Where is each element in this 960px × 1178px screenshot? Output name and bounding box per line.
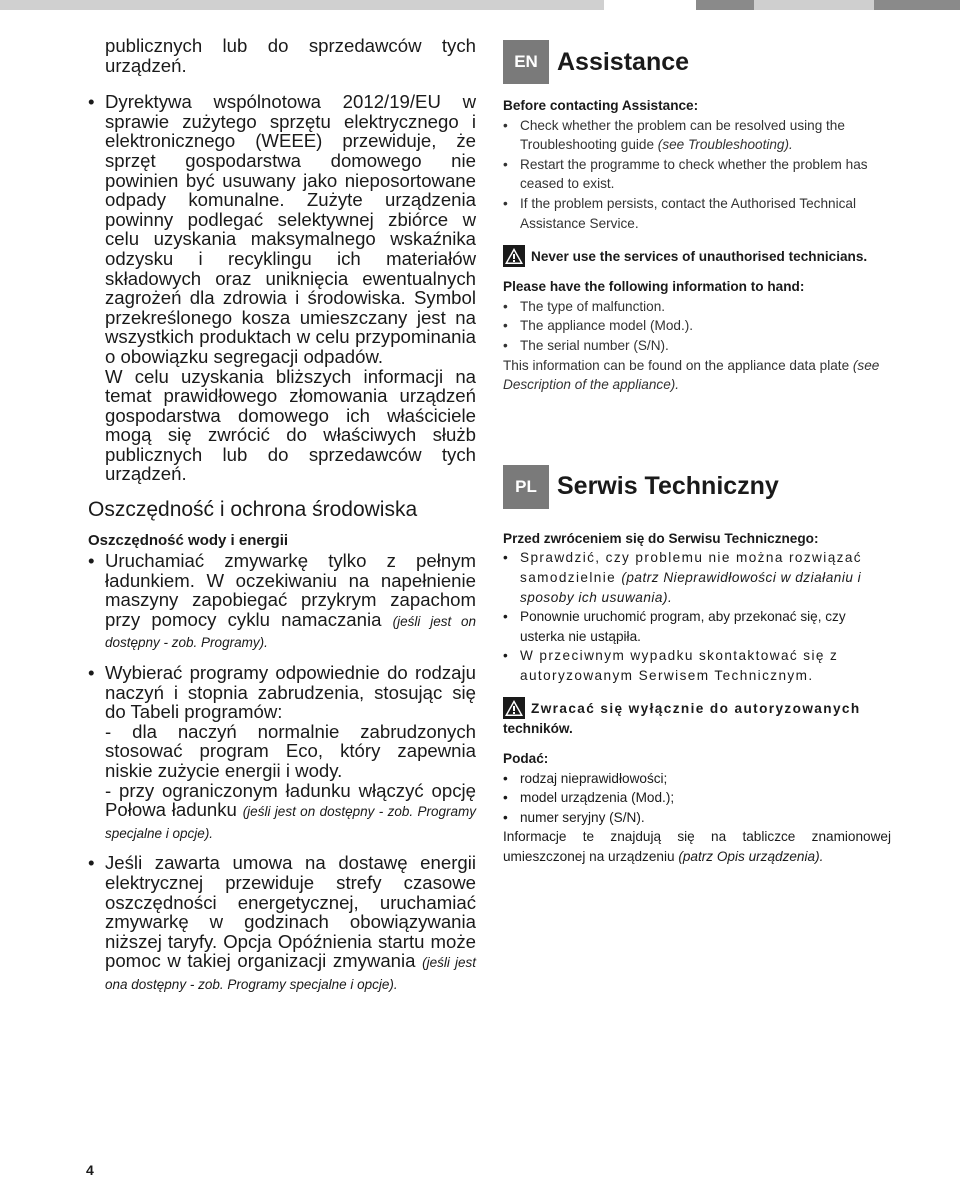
en-contact-item: • If the problem persists, contact the Authorised Technical Assistance Service. (503, 194, 891, 233)
pl-info-note: (patrz Opis urządzenia). (678, 849, 824, 865)
pl-info-text: Informacje te znajdują się na tabliczce znamionowej umieszczonej na urządzeniu (503, 829, 891, 865)
pl-info-item: • rodzaj nieprawidłowości; (503, 769, 891, 789)
pl-restart-item: • Ponownie uruchomić program, aby przekonać się, czy usterka nie ustąpiła. (503, 607, 891, 646)
en-before-heading: Before contacting Assistance: (503, 98, 699, 113)
en-check-item (503, 116, 891, 155)
pl-check-item (503, 548, 891, 607)
weee-bullet (88, 92, 476, 484)
en-info-item: • The serial number (S/N). (503, 336, 891, 356)
en-restart-item: • Restart the programme to check whether the problem has ceased to exist. (503, 155, 891, 194)
en-title: Assistance (557, 47, 690, 76)
pl-info-heading: Podać: (503, 751, 549, 767)
warning-icon (503, 245, 525, 267)
pl-warning (503, 697, 891, 719)
tariff-text: Jeśli zawarta umowa na dostawę energii elektrycznej przewiduje strefy czasowe oszczędności energetycznej, uruchamiać zmywarkę w godzinach obowiązywania niższej taryfy. Opcja Opóźnienia startu może pomoc w takiej organizacji zmywania (105, 852, 476, 972)
full-load-note: (jeśli jest on dostępny - zob. Programy). (105, 613, 476, 651)
right-column (503, 40, 891, 867)
full-load-bullet (88, 551, 476, 653)
programs-eco-text: - dla naczyń normalnie zabrudzonych stosować program Eco, który zapewnia niskie zużycie energii i wody. (105, 720, 476, 781)
en-info-heading: Please have the following information to hand: (503, 279, 805, 295)
en-info-item: • The appliance model (Mod.). (503, 316, 891, 336)
pl-warning-text: Zwracać się wyłącznie do autoryzowanych (531, 701, 861, 717)
pl-check-text: Sprawdzić, czy problemu nie można rozwiązać samodzielnie (520, 550, 863, 585)
full-load-text: Uruchamiać zmywarkę tylko z pełnym ładunkiem. W oczekiwaniu na napełnienie maszyny zapobiegać przykrym zapachom przy pomocy cyklu namaczania (105, 550, 476, 630)
en-header (503, 40, 891, 84)
pl-header (503, 465, 891, 509)
page-number: 4 (86, 1162, 94, 1178)
pl-title: Serwis Techniczny (557, 472, 779, 501)
warning-icon (503, 697, 525, 719)
en-check-text: Check whether the problem can be resolved using the Troubleshooting guide (520, 117, 845, 153)
section-title: Oszczędność i ochrona środowiska (88, 498, 418, 522)
en-check-note: (see Troubleshooting). (657, 137, 793, 153)
weee-extra-text: W celu uzyskania bliższych informacji na temat prawidłowego złomowania urządzeń gospodarstwa domowego ich właściciele mogą się zwrócić do właściwych służb publicznych lub do sprzedawców tych urządzeń. (105, 365, 476, 485)
pl-contact-item: • W przeciwnym wypadku skontaktować się z autoryzowanym Serwisem Technicznym. (503, 646, 891, 685)
tariff-note: (jeśli jest ona dostępny - zob. Programy specjalne i opcje). (105, 955, 476, 992)
sub-title: Oszczędność wody i energii (88, 532, 289, 550)
pl-info-item: • numer seryjny (S/N). (503, 808, 891, 828)
programs-bullet (88, 663, 476, 843)
weee-text: Dyrektywa wspólnotowa 2012/19/EU w sprawie zużytego sprzętu elektrycznego i elektronicznego (WEEE) przewiduje, że sprzęt gospodarstwa domowego nie powinien być usuwany jako nieposortowane odpady komunalne. Zużyte urządzenia powinny podlegać selektywnej zbiórce w celu uzyskania maksymalnego wskaźnika odzysku i recyklingu ich materiałów składowych oraz uniknięcia ewentualnych zagrożeń dla zdrowia i środowiska. Symbol przekreślonego kosza umieszczany jest na wszystkich produktach w celu przypominania o obowiązku segregacji odpadów. (105, 91, 476, 367)
en-warning-text: Never use the services of unauthorised technicians. (531, 249, 868, 265)
en-found-text: This information can be found on the appliance data plate (503, 357, 853, 373)
en-info-item: • The type of malfunction. (503, 297, 891, 317)
tariff-bullet (88, 853, 476, 994)
pl-info-item: • model urządzenia (Mod.); (503, 788, 891, 808)
programs-text: Wybierać programy odpowiednie do rodzaju naczyń i stopnia zabrudzenia, stosując się do Tabeli programów: (105, 662, 476, 723)
continued-text: publicznych lub do sprzedawców tych urządzeń. (105, 35, 476, 76)
left-column (88, 36, 476, 995)
programs-half-load-text: - przy ograniczonym ładunku włączyć opcję Połowa ładunku (105, 779, 476, 821)
pl-language-badge: PL (503, 465, 549, 509)
en-found-note: (see Description of the appliance). (503, 357, 880, 393)
pl-warning-text-cont: techników. (503, 721, 573, 737)
en-warning (503, 245, 891, 267)
top-color-bar (0, 0, 960, 10)
programs-half-load-note: (jeśli jest on dostępny - zob. Programy specjalne i opcje). (105, 804, 476, 841)
pl-check-note: (patrz Nieprawidłowości w działaniu i sposoby ich usuwania). (520, 569, 862, 605)
en-language-badge: EN (503, 40, 549, 84)
pl-before-heading: Przed zwróceniem się do Serwisu Technicznego: (503, 530, 819, 546)
